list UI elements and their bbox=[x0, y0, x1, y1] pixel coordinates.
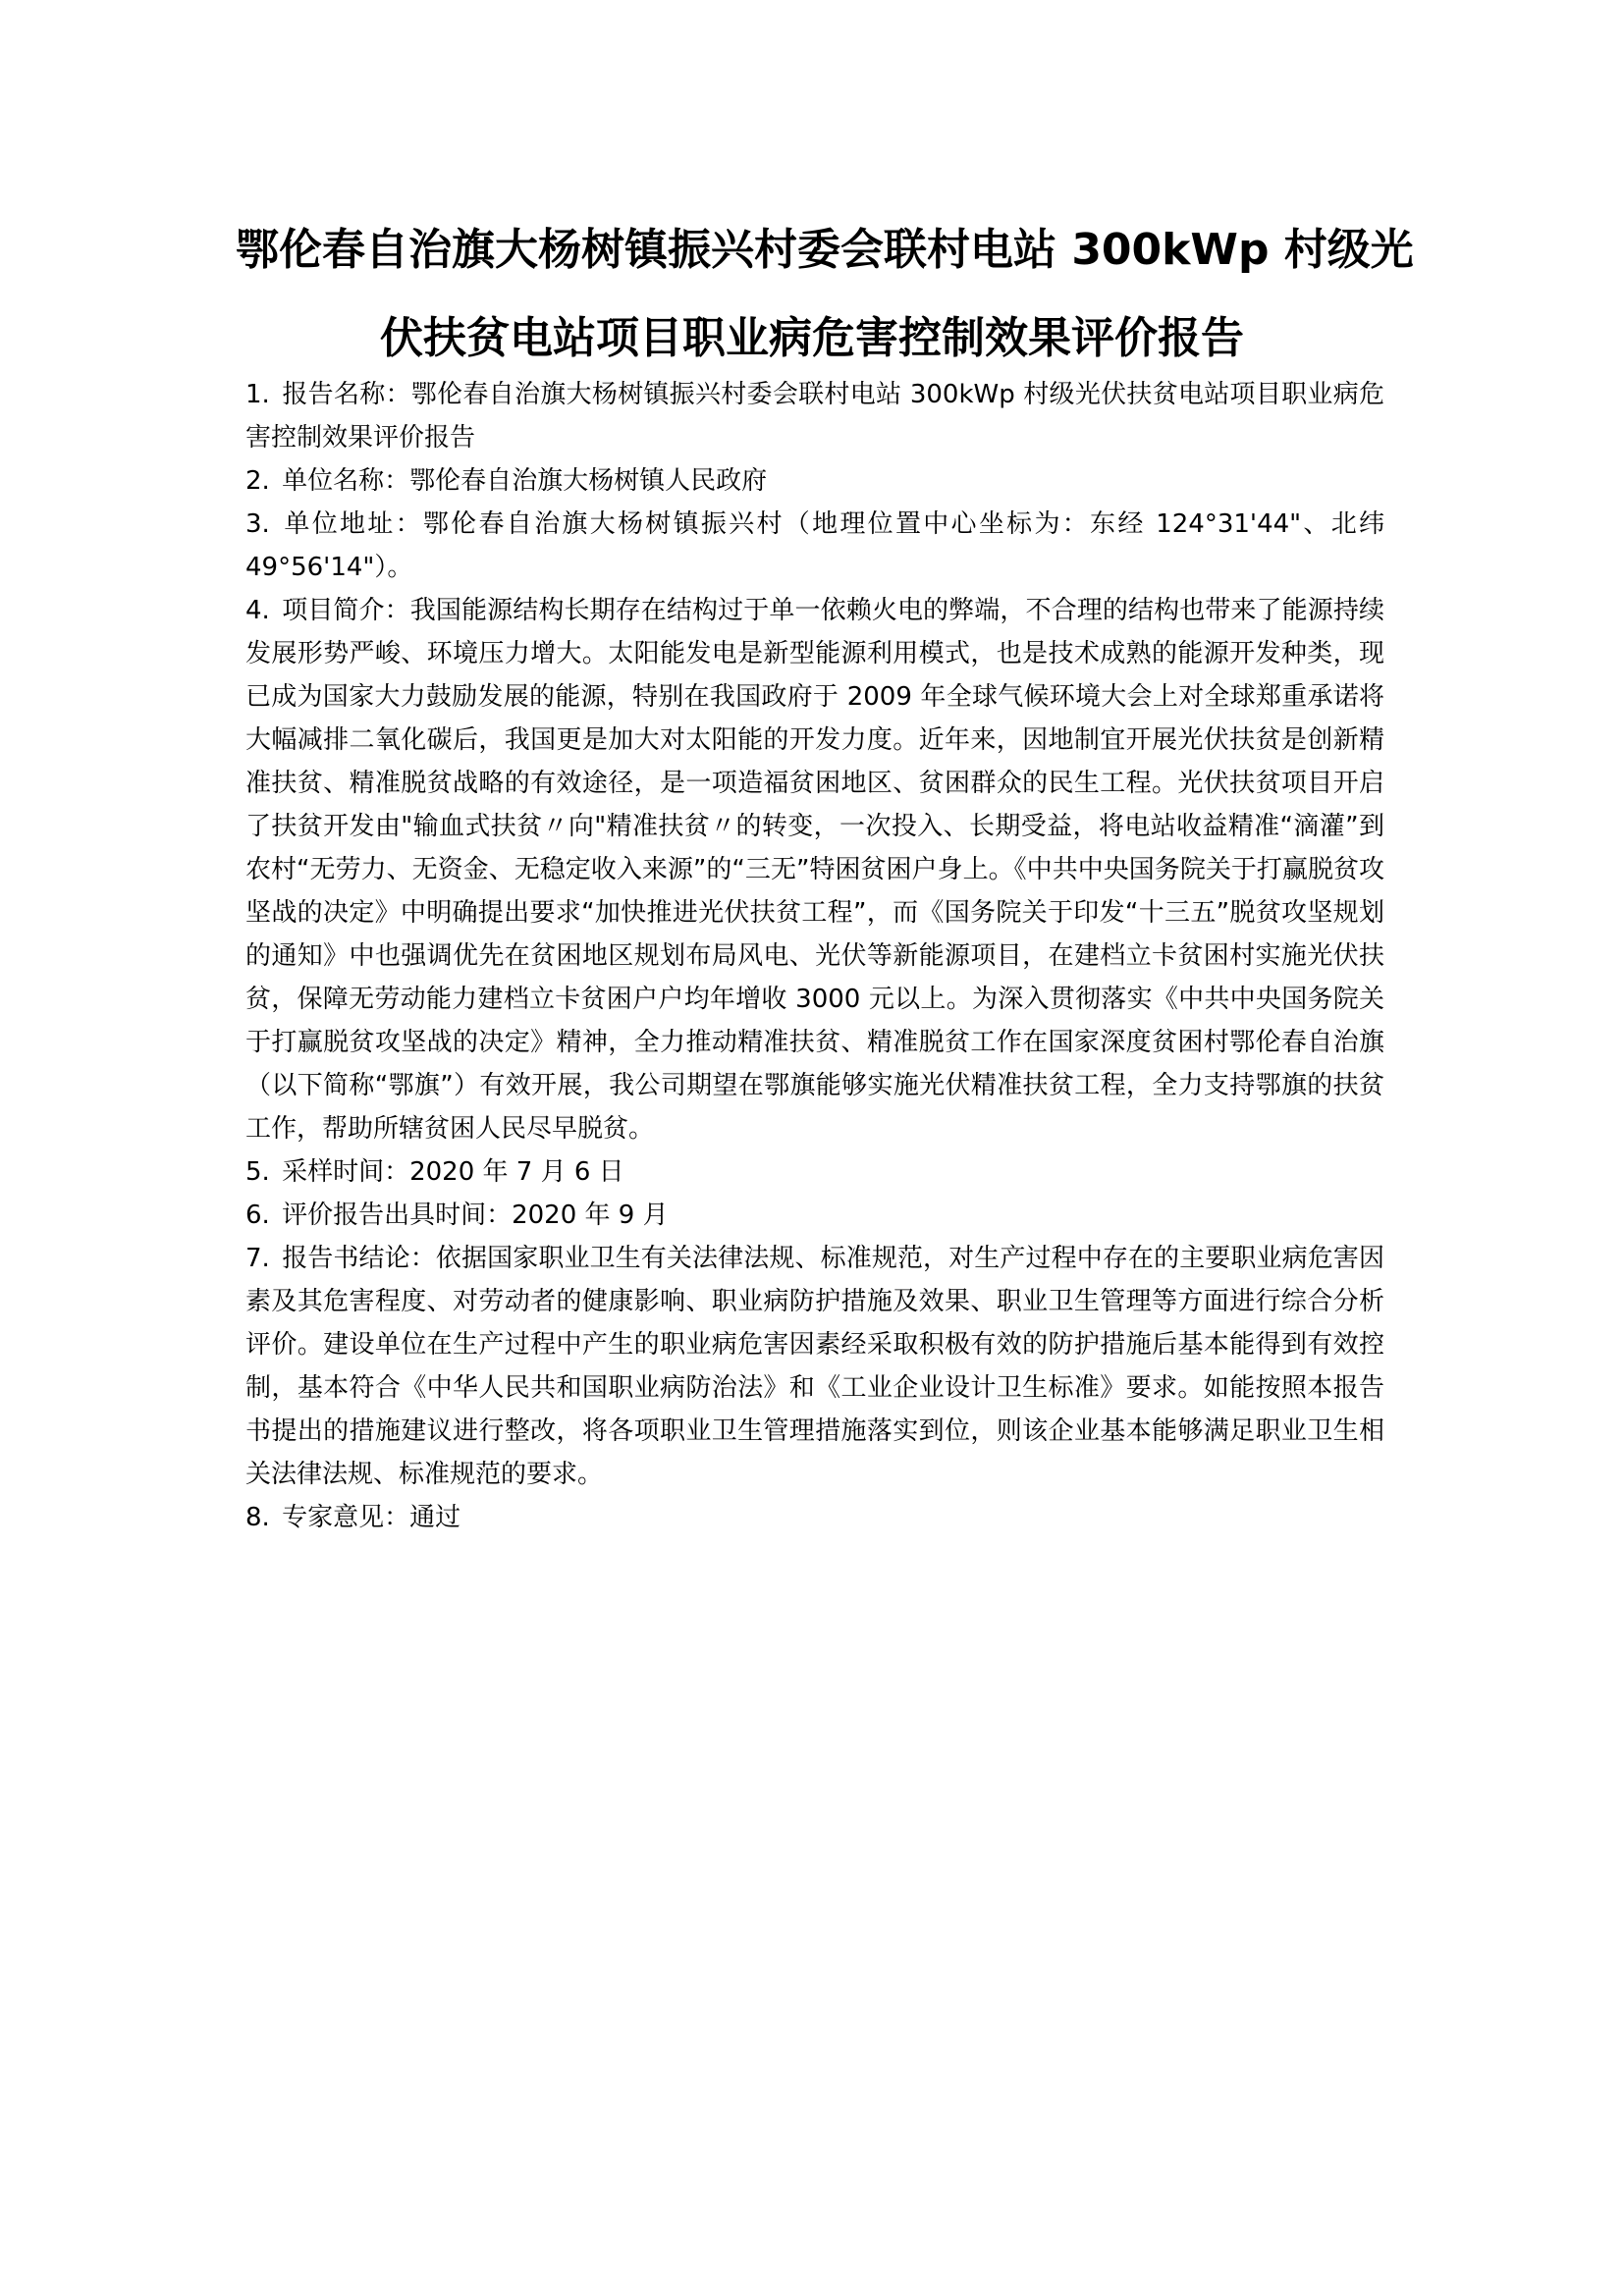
item-text: 项目简介：我国能源结构长期存在结构过于单一依赖火电的弊端，不合理的结构也带来了能源持续发展形势严峻、环境压力增大。太阳能发电是新型能源利用模式，也是技术成熟的能源开发种类，现已成为国家大力鼓励发展的能源，特别在我国政府于 2009 年全球气候环境大会上对全球郑重承诺将大幅减排二氧化碳后，我国更是加大对太阳能的开发力度。近年来，因地制宜开展光伏扶贫是创新精准扶贫、精准脱贫战略的有效途径，是一项造福贫困地区、贫困群众的民生工程。光伏扶贫项目开启了扶贫开发由"输血式扶贫〃向"精准扶贫〃的转变，一次投入、长期受益，将电站收益精准“滴灌”到农村“无劳力、无资金、无稳定收入来源”的“三无”特困贫困户身上。《中共中央国务院关于打赢脱贫攻坚战的决定》中明确提出要求“加快推进光伏扶贫工程”，而《国务院关于印发“十三五”脱贫攻坚规划的通知》中也强调优先在贫困地区规划布局风电、光伏等新能源项目，在建档立卡贫困村实施光伏扶贫，保障无劳动能力建档立卡贫困户户均年增收 3000 元以上。为深入贯彻落实《中共中央国务院关于打赢脱贫攻坚战的决定》精神，全力推动精准扶贫、精准脱贫工作在国家深度贫困村鄂伦春自治旗（以下简称“鄂旗”）有效开展，我公司期望在鄂旗能够实施光伏精准扶贫工程，全力支持鄂旗的扶贫工作，帮助所辖贫困人民尽早脱贫。 bbox=[245, 596, 1384, 1144]
item-text: 单位地址：鄂伦春自治旗大杨树镇振兴村（地理位置中心坐标为：东经 124°31'44"、北纬 49°56'14"）。 bbox=[245, 509, 1385, 582]
item-report-name bbox=[245, 373, 1384, 459]
item-sampling-time bbox=[245, 1150, 1384, 1194]
item-number: 7. bbox=[245, 1244, 270, 1273]
item-number: 8. bbox=[245, 1503, 270, 1532]
item-number: 3. bbox=[245, 509, 270, 539]
item-project-summary bbox=[245, 589, 1384, 1150]
title-line-1: 鄂伦春自治旗大杨树镇振兴村委会联村电站 300kWp 村级光 bbox=[236, 225, 1414, 275]
document-title bbox=[236, 206, 1414, 383]
item-number: 5. bbox=[245, 1157, 270, 1187]
title-line-2: 伏扶贫电站项目职业病危害控制效果评价报告 bbox=[380, 313, 1244, 363]
item-text: 专家意见：通过 bbox=[282, 1503, 461, 1532]
item-text: 采样时间：2020 年 7 月 6 日 bbox=[282, 1157, 624, 1187]
item-number: 1. bbox=[245, 380, 270, 409]
item-text: 报告书结论：依据国家职业卫生有关法律法规、标准规范，对生产过程中存在的主要职业病危害因素及其危害程度、对劳动者的健康影响、职业病防护措施及效果、职业卫生管理等方面进行综合分析评价。建设单位在生产过程中产生的职业病危害因素经采取积极有效的防护措施后基本能得到有效控制，基本符合《中华人民共和国职业病防治法》和《工业企业设计卫生标准》要求。如能按照本报告书提出的措施建议进行整改，将各项职业卫生管理措施落实到位，则该企业基本能够满足职业卫生相关法律法规、标准规范的要求。 bbox=[245, 1244, 1384, 1489]
document-body bbox=[245, 373, 1384, 1539]
item-number: 4. bbox=[245, 596, 270, 625]
item-text: 单位名称：鄂伦春自治旗大杨树镇人民政府 bbox=[282, 466, 768, 496]
item-text: 报告名称：鄂伦春自治旗大杨树镇振兴村委会联村电站 300kWp 村级光伏扶贫电站项目职业病危害控制效果评价报告 bbox=[245, 380, 1384, 453]
item-issue-time bbox=[245, 1194, 1384, 1237]
item-text: 评价报告出具时间：2020 年 9 月 bbox=[282, 1201, 669, 1230]
item-unit-address bbox=[245, 503, 1384, 589]
item-unit-name bbox=[245, 459, 1384, 503]
item-expert-opinion bbox=[245, 1496, 1384, 1539]
item-number: 2. bbox=[245, 466, 270, 496]
item-conclusion bbox=[245, 1237, 1384, 1496]
item-number: 6. bbox=[245, 1201, 270, 1230]
